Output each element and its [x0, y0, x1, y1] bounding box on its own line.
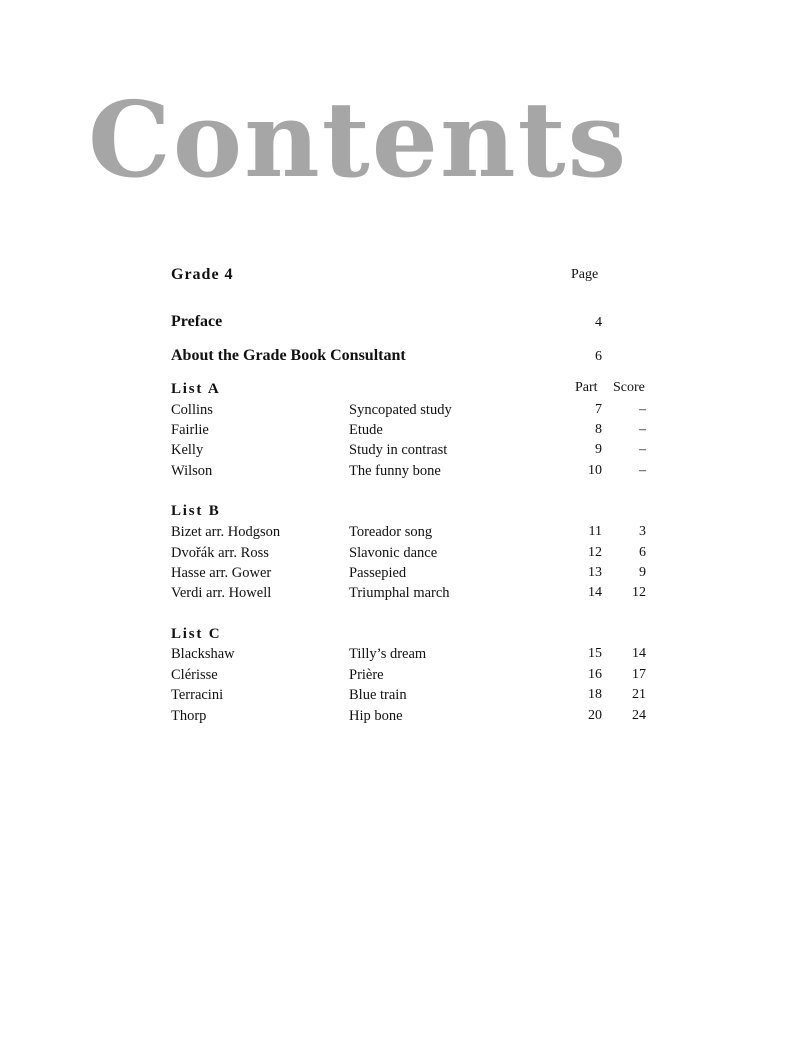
composer: Fairlie	[171, 422, 209, 438]
score-page: –	[639, 402, 646, 417]
preface-page-number: 4	[595, 315, 602, 330]
grade-heading: Grade 4	[171, 266, 234, 283]
part-page: 13	[588, 565, 602, 580]
composer: Blackshaw	[171, 646, 235, 662]
score-page: –	[639, 442, 646, 457]
table-row	[0, 584, 800, 602]
part-page: 15	[588, 646, 602, 661]
part-page: 10	[588, 463, 602, 478]
page-title: Contents	[88, 78, 629, 201]
part-column-header: Part	[575, 380, 598, 395]
table-row	[0, 645, 800, 663]
table-row	[0, 421, 800, 439]
score-column-header: Score	[613, 380, 645, 395]
piece-title: Slavonic dance	[349, 545, 438, 561]
page-column-header: Page	[571, 267, 599, 282]
piece-title: Tilly’s dream	[349, 646, 427, 662]
score-page: 17	[632, 667, 646, 682]
table-row	[0, 564, 800, 582]
part-page: 14	[588, 585, 602, 600]
score-page: –	[639, 463, 646, 478]
piece-title: Etude	[349, 422, 383, 438]
piece-title: Syncopated study	[349, 402, 452, 418]
composer: Hasse arr. Gower	[171, 565, 272, 581]
list-b-heading: List B	[171, 503, 221, 519]
table-row	[0, 686, 800, 704]
part-page: 16	[588, 667, 602, 682]
score-page: 6	[639, 545, 646, 560]
score-page: 9	[639, 565, 646, 580]
list-a-heading: List A	[171, 381, 221, 397]
table-row	[0, 666, 800, 684]
part-page: 18	[588, 687, 602, 702]
consultant-page-number: 6	[595, 349, 602, 364]
table-row	[0, 707, 800, 725]
composer: Dvořák arr. Ross	[171, 545, 269, 561]
table-row	[0, 544, 800, 562]
table-row	[0, 441, 800, 459]
composer: Terracini	[171, 687, 224, 703]
piece-title: Passepied	[349, 565, 407, 581]
piece-title: Prière	[349, 667, 384, 683]
part-page: 8	[595, 422, 602, 437]
table-row	[0, 401, 800, 419]
table-row	[0, 462, 800, 480]
composer: Kelly	[171, 442, 204, 458]
composer: Collins	[171, 402, 213, 418]
consultant-heading: About the Grade Book Consultant	[171, 347, 406, 364]
score-page: 21	[632, 687, 646, 702]
composer: Wilson	[171, 463, 213, 479]
piece-title: Hip bone	[349, 708, 403, 724]
score-page: 12	[632, 585, 646, 600]
composer: Clérisse	[171, 667, 218, 683]
piece-title: Blue train	[349, 687, 407, 703]
part-page: 20	[588, 708, 602, 723]
score-page: –	[639, 422, 646, 437]
score-page: 24	[632, 708, 646, 723]
composer: Verdi arr. Howell	[171, 585, 272, 601]
list-c-heading: List C	[171, 626, 222, 642]
preface-heading: Preface	[171, 313, 223, 330]
piece-title: The funny bone	[349, 463, 441, 479]
composer: Thorp	[171, 708, 207, 724]
composer: Bizet arr. Hodgson	[171, 524, 281, 540]
piece-title: Toreador song	[349, 524, 433, 540]
piece-title: Triumphal march	[349, 585, 450, 601]
part-page: 9	[595, 442, 602, 457]
score-page: 3	[639, 524, 646, 539]
score-page: 14	[632, 646, 646, 661]
part-page: 7	[595, 402, 602, 417]
part-page: 12	[588, 545, 602, 560]
part-page: 11	[588, 524, 602, 539]
piece-title: Study in contrast	[349, 442, 448, 458]
table-row	[0, 523, 800, 541]
